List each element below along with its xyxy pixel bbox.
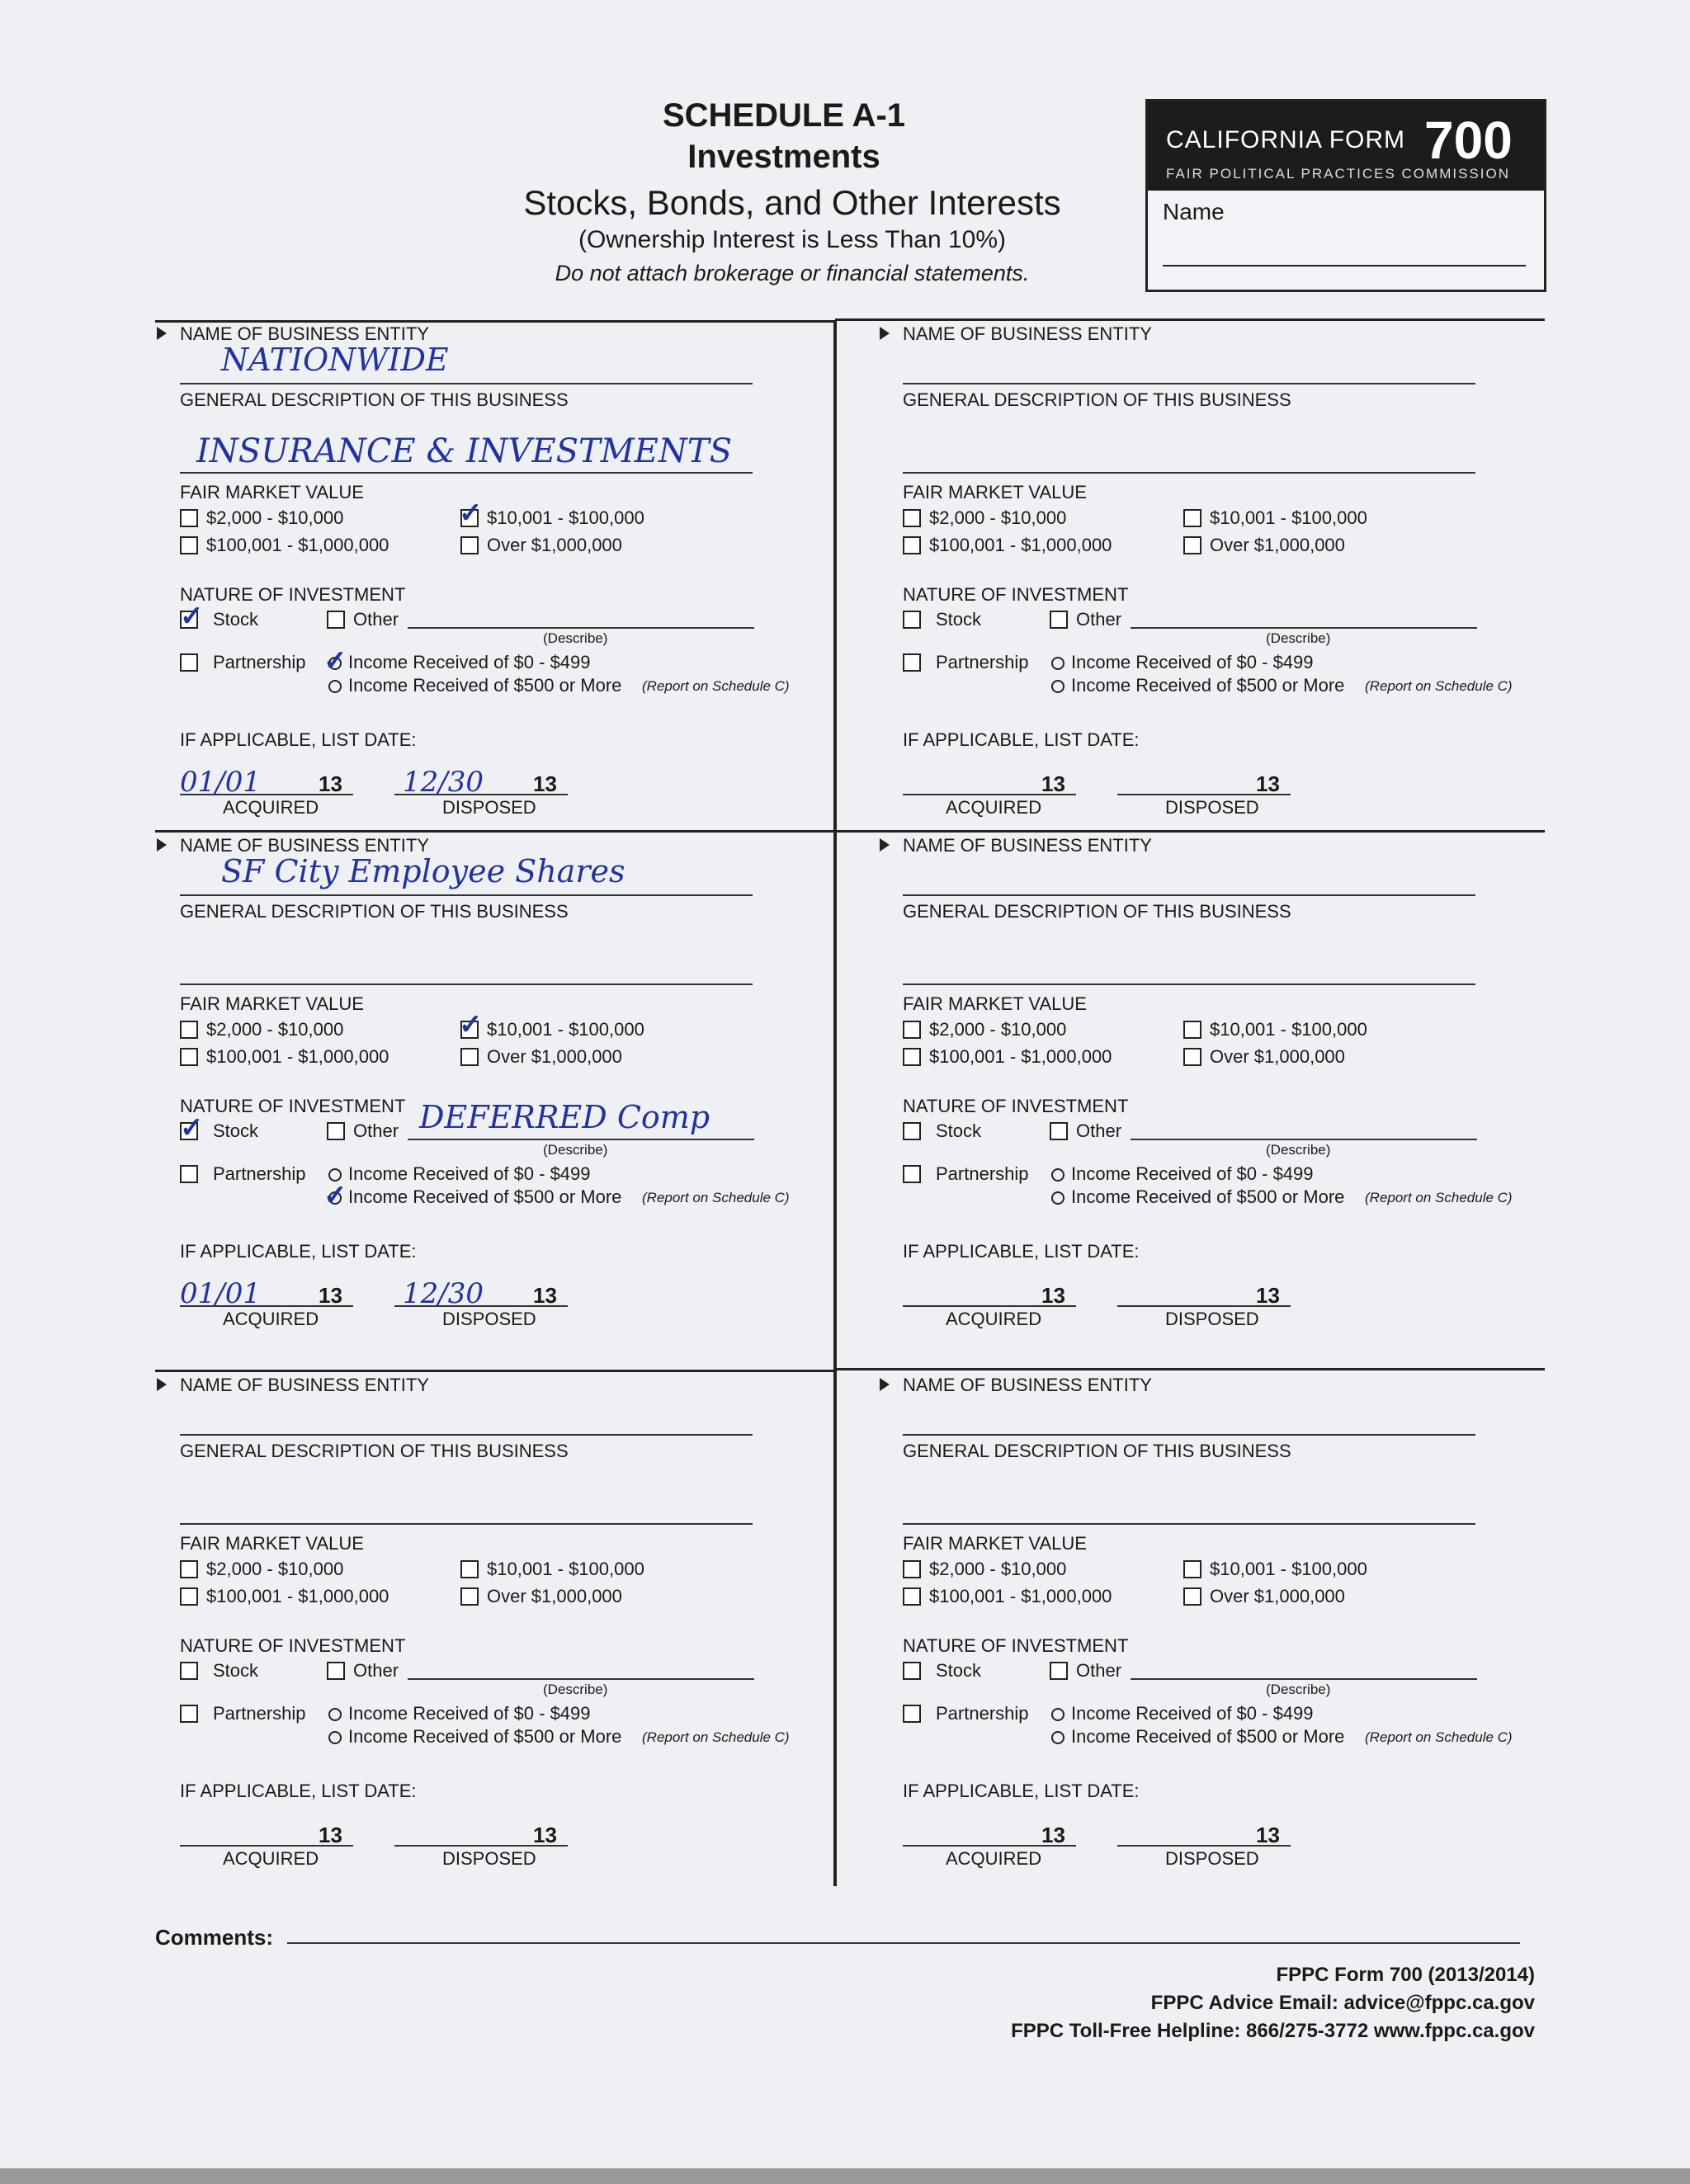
- acquired-year: 13: [319, 1283, 342, 1308]
- describe-label: (Describe): [1266, 630, 1331, 646]
- partnership-label: Partnership: [936, 1703, 1029, 1724]
- schedule-c-note: (Report on Schedule C): [642, 1729, 790, 1745]
- disposed-label: DISPOSED: [1165, 1309, 1259, 1329]
- comments-label: Comments:: [155, 1925, 274, 1950]
- disposed-value: 12/30: [403, 1277, 484, 1310]
- list-date-label: IF APPLICABLE, LIST DATE:: [180, 1241, 417, 1262]
- schedule-title: SCHEDULE A-1: [662, 97, 906, 134]
- entity-arrow-icon: [157, 1378, 167, 1391]
- entity-arrow-icon: [880, 838, 890, 851]
- ownership-note: (Ownership Interest is Less Than 10%): [578, 226, 1006, 253]
- disposed-year: 13: [1256, 1283, 1280, 1308]
- fmv-option-4-label: Over $1,000,000: [1210, 535, 1345, 555]
- fmv-check-mark: ✓: [459, 498, 483, 529]
- income-low-radio[interactable]: [1051, 1168, 1065, 1182]
- entity-label: NAME OF BUSINESS ENTITY: [903, 323, 1152, 344]
- partnership-checkbox[interactable]: [903, 1165, 921, 1183]
- entity-arrow-icon: [157, 838, 167, 851]
- other-field[interactable]: [408, 1139, 754, 1140]
- entity-field[interactable]: [903, 894, 1475, 896]
- description-value: INSURANCE & INVESTMENTS: [196, 432, 732, 470]
- fmv-option-1-checkbox[interactable]: [903, 1560, 921, 1578]
- other-label: Other: [1076, 1120, 1122, 1141]
- fmv-label: FAIR MARKET VALUE: [903, 993, 1087, 1014]
- fmv-option-2-label: $10,001 - $100,000: [1210, 1559, 1367, 1579]
- fmv-option-3-label: $100,001 - $1,000,000: [929, 1046, 1112, 1067]
- schedule-c-note: (Report on Schedule C): [1365, 1190, 1513, 1205]
- disposed-year: 13: [533, 1283, 557, 1308]
- footer-email: FPPC Advice Email: advice@fppc.ca.gov: [1150, 1992, 1535, 2014]
- income-high-label: Income Received of $500 or More: [1071, 1726, 1345, 1747]
- nature-label: NATURE OF INVESTMENT: [903, 1635, 1129, 1656]
- fmv-label: FAIR MARKET VALUE: [180, 993, 364, 1014]
- stock-label: Stock: [936, 1660, 982, 1681]
- fmv-option-3-checkbox[interactable]: [903, 536, 921, 554]
- list-date-label: IF APPLICABLE, LIST DATE:: [903, 1241, 1140, 1262]
- fmv-option-4-label: Over $1,000,000: [1210, 1046, 1345, 1067]
- fmv-option-4-label: Over $1,000,000: [487, 1586, 622, 1606]
- fmv-option-3-label: $100,001 - $1,000,000: [929, 1586, 1112, 1606]
- fmv-option-1-label: $2,000 - $10,000: [929, 1019, 1067, 1040]
- describe-label: (Describe): [1266, 1682, 1331, 1697]
- partnership-label: Partnership: [936, 1163, 1029, 1184]
- other-label: Other: [1076, 1660, 1122, 1681]
- stock-check-mark: ✓: [180, 601, 204, 632]
- income-high-label: Income Received of $500 or More: [1071, 1186, 1345, 1207]
- fmv-option-2-label: $10,001 - $100,000: [1210, 1019, 1367, 1040]
- description-field[interactable]: [180, 1523, 753, 1525]
- fmv-option-3-checkbox[interactable]: [180, 536, 198, 554]
- fmv-option-2-checkbox[interactable]: [1183, 509, 1201, 527]
- fmv-option-3-label: $100,001 - $1,000,000: [206, 1046, 389, 1067]
- income-high-label: Income Received of $500 or More: [348, 1726, 622, 1747]
- fmv-option-4-label: Over $1,000,000: [487, 1046, 622, 1067]
- fmv-option-4-label: Over $1,000,000: [487, 535, 622, 555]
- form-label: CALIFORNIA FORM: [1166, 126, 1406, 153]
- schedule-c-note: (Report on Schedule C): [1365, 1729, 1513, 1745]
- income-low-label: Income Received of $0 - $499: [348, 1163, 591, 1184]
- stock-label: Stock: [213, 609, 259, 630]
- schedule-subtitle: Investments: [687, 139, 880, 175]
- partnership-checkbox[interactable]: [180, 1705, 198, 1723]
- stock-label: Stock: [213, 1660, 259, 1681]
- income-low-mark: ✓: [323, 645, 347, 677]
- income-high-label: Income Received of $500 or More: [1071, 675, 1345, 696]
- acquired-value: 01/01: [180, 766, 261, 799]
- fmv-option-1-label: $2,000 - $10,000: [929, 1559, 1067, 1579]
- fmv-option-1-label: $2,000 - $10,000: [206, 1019, 344, 1040]
- fmv-option-1-label: $2,000 - $10,000: [206, 507, 344, 528]
- income-high-radio[interactable]: [1051, 1191, 1065, 1205]
- description-field[interactable]: [903, 984, 1475, 985]
- income-low-label: Income Received of $0 - $499: [1071, 652, 1314, 672]
- grid-row3-left: [155, 1370, 837, 1372]
- income-high-label: Income Received of $500 or More: [348, 675, 622, 696]
- fmv-option-2-checkbox[interactable]: [1183, 1021, 1201, 1039]
- grid-center-divider: [833, 320, 837, 1886]
- fmv-option-3-label: $100,001 - $1,000,000: [206, 1586, 389, 1606]
- fmv-option-3-checkbox[interactable]: [180, 1587, 198, 1606]
- partnership-label: Partnership: [936, 652, 1029, 672]
- fmv-option-4-checkbox[interactable]: [460, 1048, 479, 1066]
- income-high-radio[interactable]: [328, 680, 342, 693]
- income-low-label: Income Received of $0 - $499: [1071, 1703, 1314, 1724]
- disposed-year: 13: [533, 1823, 557, 1847]
- fmv-option-4-checkbox[interactable]: [460, 536, 479, 554]
- nature-label: NATURE OF INVESTMENT: [180, 1096, 406, 1116]
- nature-label: NATURE OF INVESTMENT: [180, 584, 406, 605]
- fmv-option-3-label: $100,001 - $1,000,000: [929, 535, 1112, 555]
- other-field[interactable]: [1131, 627, 1477, 629]
- nature-label: NATURE OF INVESTMENT: [903, 1096, 1129, 1116]
- fmv-option-1-label: $2,000 - $10,000: [929, 507, 1067, 528]
- stock-check-mark: ✓: [180, 1112, 204, 1144]
- entity-label: NAME OF BUSINESS ENTITY: [903, 835, 1152, 856]
- stock-checkbox[interactable]: [903, 1662, 921, 1680]
- entity-label: NAME OF BUSINESS ENTITY: [180, 323, 429, 344]
- other-checkbox[interactable]: [1050, 1662, 1068, 1680]
- stock-label: Stock: [213, 1120, 259, 1141]
- entity-value: SF City Employee Shares: [221, 853, 625, 889]
- income-high-radio[interactable]: [1051, 1731, 1065, 1744]
- nature-label: NATURE OF INVESTMENT: [903, 584, 1129, 605]
- disposed-year: 13: [533, 771, 557, 796]
- entity-label: NAME OF BUSINESS ENTITY: [180, 1375, 429, 1395]
- name-field[interactable]: [1163, 265, 1526, 267]
- fmv-option-3-checkbox[interactable]: [180, 1048, 198, 1066]
- entity-field[interactable]: [180, 1434, 753, 1436]
- stock-checkbox[interactable]: [180, 1662, 198, 1680]
- form-id-banner: [1148, 101, 1544, 191]
- list-date-label: IF APPLICABLE, LIST DATE:: [180, 1781, 417, 1801]
- acquired-label: ACQUIRED: [946, 797, 1042, 818]
- describe-label: (Describe): [1266, 1142, 1331, 1158]
- fmv-option-2-checkbox[interactable]: [460, 1560, 479, 1578]
- scan-edge: [0, 2168, 1690, 2184]
- description-field[interactable]: [903, 1523, 1475, 1525]
- acquired-label: ACQUIRED: [223, 797, 319, 818]
- acquired-label: ACQUIRED: [223, 1848, 319, 1869]
- grid-row3-right: [835, 1368, 1545, 1370]
- other-checkbox[interactable]: [327, 1122, 345, 1140]
- income-low-label: Income Received of $0 - $499: [348, 1703, 591, 1724]
- partnership-checkbox[interactable]: [180, 653, 198, 672]
- fmv-option-4-checkbox[interactable]: [1183, 1048, 1201, 1066]
- stock-label: Stock: [936, 1120, 982, 1141]
- acquired-year: 13: [1041, 1283, 1065, 1308]
- other-label: Other: [1076, 609, 1122, 630]
- acquired-year: 13: [319, 1823, 342, 1847]
- income-low-label: Income Received of $0 - $499: [1071, 1163, 1314, 1184]
- fmv-label: FAIR MARKET VALUE: [180, 482, 364, 502]
- partnership-label: Partnership: [213, 652, 306, 672]
- description-label: GENERAL DESCRIPTION OF THIS BUSINESS: [180, 389, 569, 410]
- entity-arrow-icon: [880, 1378, 890, 1391]
- fmv-option-1-checkbox[interactable]: [180, 1560, 198, 1578]
- list-date-label: IF APPLICABLE, LIST DATE:: [903, 1781, 1140, 1801]
- fmv-option-2-checkbox[interactable]: [1183, 1560, 1201, 1578]
- other-checkbox[interactable]: [327, 1662, 345, 1680]
- disposed-label: DISPOSED: [442, 797, 536, 818]
- fmv-option-2-label: $10,001 - $100,000: [487, 1559, 644, 1579]
- income-high-mark: ✓: [323, 1180, 347, 1211]
- partnership-checkbox[interactable]: [903, 1705, 921, 1723]
- fmv-option-1-checkbox[interactable]: [903, 509, 921, 527]
- partnership-label: Partnership: [213, 1163, 306, 1184]
- income-low-radio[interactable]: [1051, 1708, 1065, 1721]
- nature-label: NATURE OF INVESTMENT: [180, 1635, 406, 1656]
- fmv-option-1-checkbox[interactable]: [180, 1021, 198, 1039]
- other-checkbox[interactable]: [1050, 1122, 1068, 1140]
- other-checkbox[interactable]: [327, 611, 345, 629]
- description-field[interactable]: [903, 472, 1475, 474]
- fmv-option-1-checkbox[interactable]: [903, 1021, 921, 1039]
- page-title: Stocks, Bonds, and Other Interests: [523, 183, 1061, 222]
- acquired-value: 01/01: [180, 1277, 261, 1310]
- fmv-option-3-checkbox[interactable]: [903, 1587, 921, 1606]
- fmv-option-2-label: $10,001 - $100,000: [487, 507, 644, 528]
- fmv-option-1-label: $2,000 - $10,000: [206, 1559, 344, 1579]
- entity-value: NATIONWIDE: [221, 342, 449, 378]
- description-label: GENERAL DESCRIPTION OF THIS BUSINESS: [903, 901, 1291, 922]
- entity-field[interactable]: [180, 383, 753, 384]
- description-field[interactable]: [180, 472, 753, 474]
- disposed-label: DISPOSED: [1165, 1848, 1259, 1869]
- commission-label: FAIR POLITICAL PRACTICES COMMISSION: [1166, 166, 1510, 182]
- entity-field[interactable]: [903, 383, 1475, 384]
- fmv-option-2-label: $10,001 - $100,000: [1210, 507, 1367, 528]
- fmv-option-3-checkbox[interactable]: [903, 1048, 921, 1066]
- other-label: Other: [353, 1120, 399, 1141]
- acquired-year: 13: [1041, 771, 1065, 796]
- partnership-checkbox[interactable]: [903, 653, 921, 672]
- grid-row2-left: [155, 830, 837, 833]
- other-field[interactable]: [1131, 1678, 1477, 1680]
- other-label: Other: [353, 609, 399, 630]
- disposed-label: DISPOSED: [442, 1848, 536, 1869]
- comments-field[interactable]: [287, 1942, 1520, 1944]
- description-label: GENERAL DESCRIPTION OF THIS BUSINESS: [903, 1441, 1291, 1461]
- income-high-label: Income Received of $500 or More: [348, 1186, 622, 1207]
- grid-top-left: [155, 320, 837, 323]
- grid-row2-right: [835, 830, 1545, 833]
- fmv-option-3-label: $100,001 - $1,000,000: [206, 535, 389, 555]
- list-date-label: IF APPLICABLE, LIST DATE:: [903, 729, 1140, 750]
- schedule-c-note: (Report on Schedule C): [642, 678, 790, 694]
- other-field[interactable]: [1131, 1139, 1477, 1140]
- description-label: GENERAL DESCRIPTION OF THIS BUSINESS: [903, 389, 1291, 410]
- stock-label: Stock: [936, 609, 982, 630]
- acquired-label: ACQUIRED: [946, 1309, 1042, 1329]
- fmv-option-4-checkbox[interactable]: [460, 1587, 479, 1606]
- acquired-year: 13: [1041, 1823, 1065, 1847]
- form-id-box: [1145, 99, 1546, 292]
- list-date-label: IF APPLICABLE, LIST DATE:: [180, 729, 417, 750]
- acquired-label: ACQUIRED: [946, 1848, 1042, 1869]
- description-label: GENERAL DESCRIPTION OF THIS BUSINESS: [180, 1441, 569, 1461]
- describe-label: (Describe): [543, 1142, 608, 1158]
- partnership-label: Partnership: [213, 1703, 306, 1724]
- other-field[interactable]: [408, 1678, 754, 1680]
- partnership-checkbox[interactable]: [180, 1165, 198, 1183]
- disposed-year: 13: [1256, 1823, 1280, 1847]
- fmv-option-2-label: $10,001 - $100,000: [487, 1019, 644, 1040]
- fmv-label: FAIR MARKET VALUE: [180, 1533, 364, 1554]
- other-value: DEFERRED Comp: [419, 1099, 710, 1135]
- acquired-year: 13: [319, 771, 342, 796]
- entity-label: NAME OF BUSINESS ENTITY: [180, 835, 429, 856]
- other-field[interactable]: [408, 627, 754, 629]
- stock-checkbox[interactable]: [903, 611, 921, 629]
- description-label: GENERAL DESCRIPTION OF THIS BUSINESS: [180, 901, 569, 922]
- fmv-check-mark: ✓: [459, 1009, 483, 1040]
- attach-instruction: Do not attach brokerage or financial statements.: [555, 261, 1030, 285]
- describe-label: (Describe): [543, 1682, 608, 1697]
- income-low-label: Income Received of $0 - $499: [348, 652, 591, 672]
- entity-field[interactable]: [180, 894, 753, 896]
- describe-label: (Describe): [543, 630, 608, 646]
- other-label: Other: [353, 1660, 399, 1681]
- fmv-label: FAIR MARKET VALUE: [903, 482, 1087, 502]
- disposed-value: 12/30: [403, 766, 484, 799]
- form-number: 700: [1424, 111, 1513, 170]
- fmv-option-4-checkbox[interactable]: [1183, 536, 1201, 554]
- footer-form: FPPC Form 700 (2013/2014): [1276, 1964, 1535, 1986]
- other-checkbox[interactable]: [1050, 611, 1068, 629]
- description-field[interactable]: [180, 984, 753, 985]
- schedule-c-note: (Report on Schedule C): [642, 1190, 790, 1205]
- income-high-radio[interactable]: [328, 1731, 342, 1744]
- entity-arrow-icon: [157, 327, 167, 340]
- grid-top-right: [835, 318, 1545, 321]
- entity-field[interactable]: [903, 1434, 1475, 1436]
- fmv-option-4-checkbox[interactable]: [1183, 1587, 1201, 1606]
- disposed-label: DISPOSED: [442, 1309, 536, 1329]
- income-low-radio[interactable]: [1051, 657, 1065, 670]
- stock-checkbox[interactable]: [903, 1122, 921, 1140]
- income-low-radio[interactable]: [328, 1708, 342, 1721]
- fmv-option-4-label: Over $1,000,000: [1210, 1586, 1345, 1606]
- disposed-label: DISPOSED: [1165, 797, 1259, 818]
- schedule-c-note: (Report on Schedule C): [1365, 678, 1513, 694]
- fmv-label: FAIR MARKET VALUE: [903, 1533, 1087, 1554]
- footer-helpline: FPPC Toll-Free Helpline: 866/275-3772 www.fppc.ca.gov: [1011, 2020, 1535, 2042]
- entity-arrow-icon: [880, 327, 890, 340]
- disposed-year: 13: [1256, 771, 1280, 796]
- income-high-radio[interactable]: [1051, 680, 1065, 693]
- entity-label: NAME OF BUSINESS ENTITY: [903, 1375, 1152, 1395]
- fmv-option-1-checkbox[interactable]: [180, 509, 198, 527]
- acquired-label: ACQUIRED: [223, 1309, 319, 1329]
- name-label: Name: [1163, 199, 1225, 224]
